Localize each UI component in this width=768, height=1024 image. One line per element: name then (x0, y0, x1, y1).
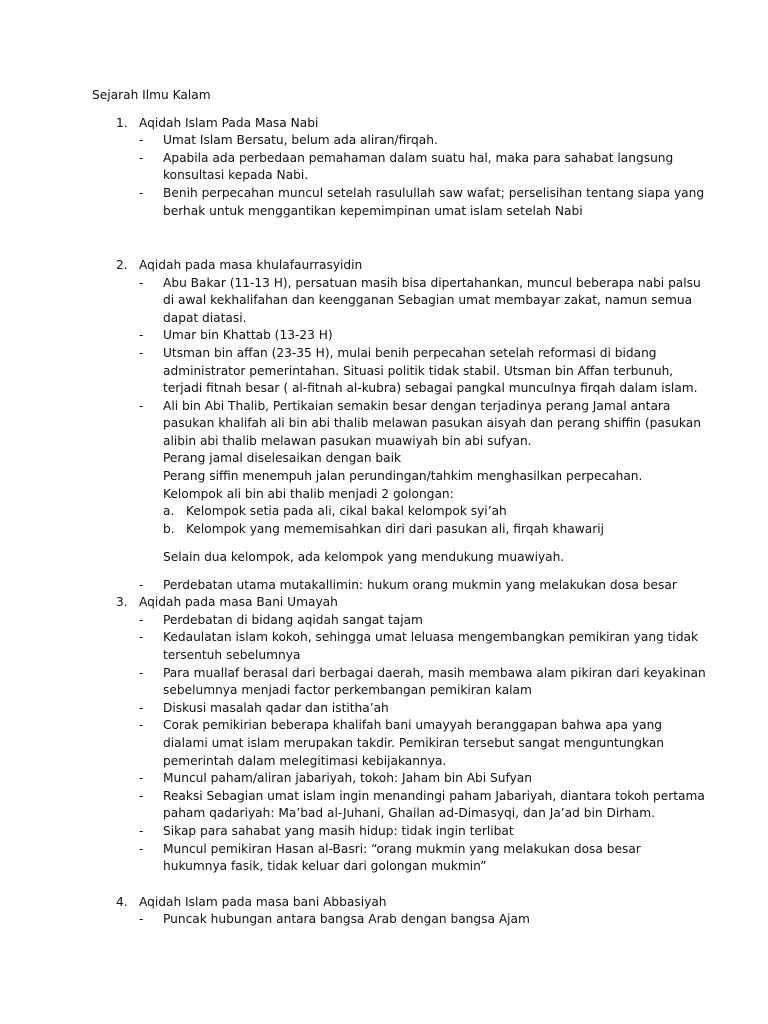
list-item: Muncul pemikiran Hasan al-Basri: “orang mukmin yang melakukan dosa besar (163, 842, 641, 856)
list-item: Apabila ada perbedaan pemahaman dalam suatu hal, maka para sahabat langsung (163, 151, 674, 165)
list-item: Ali bin Abi Thalib, Pertikaian semakin besar dengan terjadinya perang Jamal antara (163, 399, 671, 413)
list-item-continued: terjadi fitnah besar ( al-fitnah al-kubra) sebagai pangkal munculnya firqah dalam islam. (163, 381, 698, 395)
list-item: Umar bin Khattab (13-23 H) (163, 328, 333, 342)
bullet-dash: - (139, 346, 144, 360)
sublist-item: Kelompok setia pada ali, cikal bakal kelompok syi’ah (186, 504, 507, 518)
section-4-heading: Aqidah Islam pada masa bani Abbasiyah (139, 895, 387, 909)
bullet-dash: - (139, 912, 144, 926)
bullet-dash: - (139, 630, 144, 644)
list-item: Sikap para sahabat yang masih hidup: tidak ingin terlibat (163, 824, 514, 838)
section-2-heading: Aqidah pada masa khulafaurrasyidin (139, 258, 363, 272)
list-item: Perdebatan utama mutakallimin: hukum orang mukmin yang melakukan dosa besar (163, 578, 677, 592)
bullet-dash: - (139, 276, 144, 290)
section-1-number: 1. (116, 116, 128, 130)
bullet-dash: - (139, 789, 144, 803)
bullet-dash: - (139, 718, 144, 732)
list-item: Abu Bakar (11-13 H), persatuan masih bisa dipertahankan, muncul beberapa nabi palsu (163, 276, 701, 290)
bullet-dash: - (139, 186, 144, 200)
list-item-continued: Kelompok ali bin abi thalib menjadi 2 golongan: (163, 487, 454, 501)
list-item-continued: sebelumnya menjadi factor perkembangan pemikiran kalam (163, 683, 532, 697)
bullet-dash: - (139, 771, 144, 785)
document-title: Sejarah Ilmu Kalam (92, 88, 211, 102)
list-item-continued: hukumnya fasik, tidak keluar dari golongan mukmin” (163, 859, 487, 873)
section-2-number: 2. (116, 258, 128, 272)
list-item-continued: Perang jamal diselesaikan dengan baik (163, 451, 402, 465)
bullet-dash: - (139, 399, 144, 413)
bullet-dash: - (139, 824, 144, 838)
list-item: Benih perpecahan muncul setelah rasulullah saw wafat; perselisihan tentang siapa yang (163, 186, 705, 200)
section-3-number: 3. (116, 595, 128, 609)
list-item: Para muallaf berasal dari berbagai daerah, masih membawa alam pikiran dari keyakinan (163, 666, 706, 680)
list-item: Diskusi masalah qadar dan istitha’ah (163, 701, 389, 715)
section-4-number: 4. (116, 895, 128, 909)
list-item-continued: konsultasi kepada Nabi. (163, 168, 309, 182)
list-item: Muncul paham/aliran jabariyah, tokoh: Jaham bin Abi Sufyan (163, 771, 532, 785)
list-item-continued: pasukan khalifah ali bin abi thalib melawan pasukan aisyah dan perang shiffin (pasukan (163, 416, 701, 430)
list-item-continued: dialami umat islam merupakan takdir. Pemikiran tersebut sangat menguntungkan (163, 736, 665, 750)
list-item-continued: Perang siffin menempuh jalan perundingan/tahkim menghasilkan perpecahan. (163, 469, 643, 483)
sublist-marker-b: b. (163, 522, 175, 536)
list-item-continued: administrator pemerintahan. Situasi politik tidak stabil. Utsman bin Affan terbunuh, (163, 364, 674, 378)
list-item-continued: dapat diatasi. (163, 311, 247, 325)
list-item: Umat Islam Bersatu, belum ada aliran/firqah. (163, 133, 438, 147)
list-item: Kedaulatan islam kokoh, sehingga umat leluasa mengembangkan pemikiran yang tidak (163, 630, 699, 644)
list-item-continued: pemerintah dalam melegitimasi kebijakannya. (163, 754, 447, 768)
bullet-dash: - (139, 842, 144, 856)
bullet-dash: - (139, 666, 144, 680)
list-item-continued: tersentuh sebelumnya (163, 648, 301, 662)
bullet-dash: - (139, 701, 144, 715)
list-item-continued: berhak untuk menggantikan kepemimpinan umat islam setelah Nabi (163, 204, 583, 218)
list-item-continued: paham qadariyah: Ma’bad al-Juhani, Ghailan ad-Dimasyqi, dan Ja’ad bin Dirham. (163, 806, 655, 820)
sublist-marker-a: a. (163, 504, 175, 518)
bullet-dash: - (139, 328, 144, 342)
list-item-continued: di awal kekhalifahan dan keengganan Sebagian umat membayar zakat, namun semua (163, 293, 693, 307)
section-3-heading: Aqidah pada masa Bani Umayah (139, 595, 338, 609)
section-1-heading: Aqidah Islam Pada Masa Nabi (139, 116, 319, 130)
list-item: Reaksi Sebagian umat islam ingin menandingi paham Jabariyah, diantara tokoh pertama (163, 789, 705, 803)
list-item: Corak pemikirian beberapa khalifah bani umayyah beranggapan bahwa apa yang (163, 718, 663, 732)
bullet-dash: - (139, 578, 144, 592)
bullet-dash: - (139, 133, 144, 147)
list-item: Perdebatan di bidang aqidah sangat tajam (163, 613, 423, 627)
list-item: Puncak hubungan antara bangsa Arab dengan bangsa Ajam (163, 912, 530, 926)
list-item-continued: alibin abi thalib melawan pasukan muawiyah bin abi sufyan. (163, 434, 532, 448)
list-item-continued: Selain dua kelompok, ada kelompok yang mendukung muawiyah. (163, 550, 565, 564)
sublist-item: Kelompok yang mememisahkan diri dari pasukan ali, firqah khawarij (186, 522, 604, 536)
bullet-dash: - (139, 151, 144, 165)
bullet-dash: - (139, 613, 144, 627)
list-item: Utsman bin affan (23-35 H), mulai benih perpecahan setelah reformasi di bidang (163, 346, 657, 360)
